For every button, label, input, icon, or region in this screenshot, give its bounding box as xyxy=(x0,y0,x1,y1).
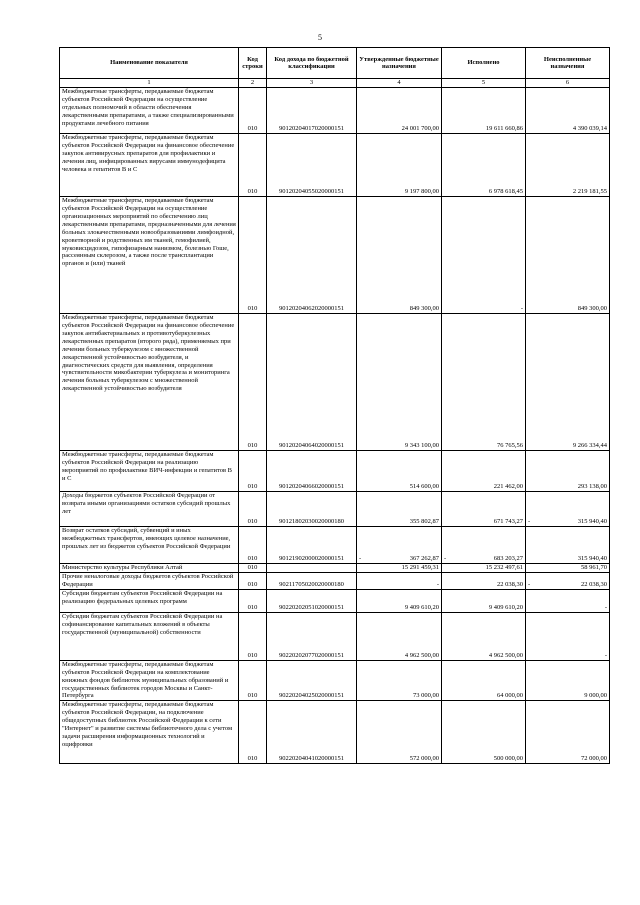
value: 2 219 181,55 xyxy=(572,188,607,196)
indicator-name: Межбюджетные трансферты, передаваемые бюджетам субъектов Российской Федерации на реализацию мероприятий по профилактике ВИЧ-инфекции и гепатитов В и С xyxy=(60,451,239,492)
unexecuted-amount xyxy=(526,589,610,612)
unexecuted-amount xyxy=(526,197,610,314)
negative-sign: - xyxy=(528,580,531,588)
header-executed: Исполнено xyxy=(442,48,526,79)
approved-amount xyxy=(357,492,442,527)
header-budget-class-code: Код дохода по бюджетной классификации xyxy=(267,48,357,79)
value: 367 262,87 xyxy=(409,555,439,563)
value: 4 962 500,00 xyxy=(404,651,439,659)
value: 9 266 334,44 xyxy=(572,442,607,450)
indicator-name: Министерство культуры Республики Алтай xyxy=(60,564,239,573)
approved-amount xyxy=(357,564,442,573)
column-number-row xyxy=(60,79,610,88)
unexecuted-amount xyxy=(526,572,610,589)
unexecuted-amount xyxy=(526,88,610,134)
approved-amount xyxy=(357,660,442,701)
value: 22 038,30 xyxy=(581,580,607,588)
approved-amount xyxy=(357,589,442,612)
budget-class-code: 90220202051020000151 xyxy=(267,589,357,612)
approved-amount xyxy=(357,527,442,564)
header-row xyxy=(60,48,610,79)
budget-class-code: 90120204017020000151 xyxy=(267,88,357,134)
column-number: 2 xyxy=(239,79,267,88)
indicator-name: Межбюджетные трансферты, передаваемые бюджетам субъектов Российской Федерации на финансовое обеспечение закупок антибактериальных и противотуберкулезных лекарственных препаратов (второго ряда), применяемых при лечении больных туберкулезом с множественной лекарственной устойчивостью возбудителя, и диагностических средств для выявления, определения чувствительности микобактерии туберкулеза и мониторинга лечения больных туберкулезом с множественной лекарственной устойчивостью возбудителя xyxy=(60,314,239,451)
line-code: 010 xyxy=(239,492,267,527)
line-code: 010 xyxy=(239,589,267,612)
report-table xyxy=(59,47,610,764)
line-code: 010 xyxy=(239,88,267,134)
indicator-name: Межбюджетные трансферты, передаваемые бюджетам субъектов Российской Федерации на осуществление организационных мероприятий по обеспечению лиц лекарственными препаратами, предназначенными для лечения больных злокачественными новообразованиями лимфоидной, кроветворной и родственных им тканей, гемофилией, муковисцидозом, гипофизарным нанизмом, болезнью Гоше, рассеянным склерозом, а также после трансплантации органов и (или) тканей xyxy=(60,197,239,314)
value: 315 940,40 xyxy=(577,555,607,563)
executed-amount xyxy=(442,492,526,527)
value: 671 743,27 xyxy=(493,518,523,526)
executed-amount xyxy=(442,589,526,612)
table-row xyxy=(60,589,610,612)
value: 572 000,00 xyxy=(409,755,439,763)
budget-class-code: 90120204062020000151 xyxy=(267,197,357,314)
value: 9 197 800,00 xyxy=(404,188,439,196)
column-number: 4 xyxy=(357,79,442,88)
negative-sign: - xyxy=(528,518,531,526)
executed-amount xyxy=(442,701,526,764)
line-code: 010 xyxy=(239,134,267,197)
header-indicator-name: Наименование показателя xyxy=(60,48,239,79)
table-row xyxy=(60,572,610,589)
executed-amount xyxy=(442,314,526,451)
line-code: 010 xyxy=(239,527,267,564)
unexecuted-amount xyxy=(526,314,610,451)
indicator-name: Возврат остатков субсидий, субвенций и иных межбюджетных трансфертов, имеющих целевое назначение, прошлых лет из бюджетов субъектов Российской Федерации xyxy=(60,527,239,564)
line-code: 010 xyxy=(239,572,267,589)
executed-amount xyxy=(442,527,526,564)
table-row xyxy=(60,451,610,492)
value: 76 765,56 xyxy=(497,442,523,450)
page-number: 5 xyxy=(318,33,322,42)
line-code: 010 xyxy=(239,564,267,573)
value: 4 390 039,14 xyxy=(572,125,607,133)
budget-class-code: 90220204041020000151 xyxy=(267,701,357,764)
table-row xyxy=(60,197,610,314)
value: 500 000,00 xyxy=(493,755,523,763)
negative-sign: - xyxy=(444,555,447,563)
approved-amount xyxy=(357,197,442,314)
negative-sign: - xyxy=(359,555,362,563)
table-row xyxy=(60,527,610,564)
report-rows xyxy=(60,88,610,764)
indicator-name: Межбюджетные трансферты, передаваемые бюджетам субъектов Российской Федерации на осуществление отдельных полномочий в области обеспечения лекарственными препаратами, а также специализированными продуктами лечебного питания xyxy=(60,88,239,134)
executed-amount xyxy=(442,134,526,197)
table-row xyxy=(60,492,610,527)
budget-class-code: 90120204064020000151 xyxy=(267,314,357,451)
unexecuted-amount xyxy=(526,527,610,564)
table-row xyxy=(60,564,610,573)
executed-amount xyxy=(442,88,526,134)
value: 6 978 618,45 xyxy=(488,188,523,196)
value: 64 000,00 xyxy=(497,692,523,700)
value: 683 203,27 xyxy=(493,555,523,563)
approved-amount xyxy=(357,88,442,134)
value: - xyxy=(520,305,523,313)
approved-amount xyxy=(357,134,442,197)
value: 19 611 660,86 xyxy=(485,125,523,133)
value: 9 409 610,20 xyxy=(488,603,523,611)
value: 72 000,00 xyxy=(581,755,607,763)
executed-amount xyxy=(442,660,526,701)
table-row xyxy=(60,88,610,134)
value: 9 000,00 xyxy=(584,692,607,700)
value: 355 802,87 xyxy=(409,518,439,526)
executed-amount xyxy=(442,564,526,573)
value: 15 232 497,61 xyxy=(485,564,523,571)
table-row xyxy=(60,314,610,451)
value: - xyxy=(436,580,439,588)
unexecuted-amount xyxy=(526,492,610,527)
value: 315 940,40 xyxy=(577,518,607,526)
unexecuted-amount xyxy=(526,660,610,701)
unexecuted-amount xyxy=(526,134,610,197)
budget-class-code: 90121802030020000180 xyxy=(267,492,357,527)
value: 58 961,70 xyxy=(581,564,607,571)
budget-class-code xyxy=(267,564,357,573)
unexecuted-amount xyxy=(526,701,610,764)
column-number: 1 xyxy=(60,79,239,88)
unexecuted-amount xyxy=(526,612,610,660)
value: 293 138,00 xyxy=(577,483,607,491)
value: 9 409 610,20 xyxy=(404,603,439,611)
value: 22 038,30 xyxy=(497,580,523,588)
budget-class-code: 90120204055020000151 xyxy=(267,134,357,197)
value: 849 300,00 xyxy=(409,305,439,313)
table-row xyxy=(60,134,610,197)
header-approved: Утвержденные бюджетные назначения xyxy=(357,48,442,79)
approved-amount xyxy=(357,701,442,764)
value: - xyxy=(604,603,607,611)
executed-amount xyxy=(442,451,526,492)
approved-amount xyxy=(357,451,442,492)
table-row xyxy=(60,660,610,701)
budget-class-code: 90220202077020000151 xyxy=(267,612,357,660)
value: 514 600,00 xyxy=(409,483,439,491)
column-number: 3 xyxy=(267,79,357,88)
table-row xyxy=(60,701,610,764)
value: 15 291 459,31 xyxy=(401,564,439,571)
header-unexecuted: Неисполненные назначения xyxy=(526,48,610,79)
budget-class-code: 90120204066020000151 xyxy=(267,451,357,492)
unexecuted-amount xyxy=(526,564,610,573)
indicator-name: Субсидии бюджетам субъектов Российской Федерации на софинансирование капитальных вложений в объекты государственной (муниципальной) собственности xyxy=(60,612,239,660)
indicator-name: Межбюджетные трансферты, передаваемые бюджетам субъектов Российской Федерации, на подключение общедоступных библиотек Российской Федерации к сети "Интернет" и развитие системы библиотечного дела с учетом задачи расширения информационных технологий и оцифровки xyxy=(60,701,239,764)
approved-amount xyxy=(357,572,442,589)
line-code: 010 xyxy=(239,660,267,701)
line-code: 010 xyxy=(239,197,267,314)
budget-class-code: 90211705020020000180 xyxy=(267,572,357,589)
executed-amount xyxy=(442,572,526,589)
line-code: 010 xyxy=(239,612,267,660)
budget-class-code: 90121902000020000151 xyxy=(267,527,357,564)
budget-class-code: 90220204025020000151 xyxy=(267,660,357,701)
header-line-code: Код строки xyxy=(239,48,267,79)
table-row xyxy=(60,612,610,660)
executed-amount xyxy=(442,197,526,314)
column-number: 5 xyxy=(442,79,526,88)
value: 221 462,00 xyxy=(493,483,523,491)
executed-amount xyxy=(442,612,526,660)
line-code: 010 xyxy=(239,451,267,492)
indicator-name: Субсидии бюджетам субъектов Российской Федерации на реализацию федеральных целевых программ xyxy=(60,589,239,612)
indicator-name: Межбюджетные трансферты, передаваемые бюджетам субъектов Российской Федерации на финансовое обеспечение закупок антивирусных препаратов для профилактики и лечения лиц, инфицированных вирусами иммунодефицита человека и гепатитов В и С xyxy=(60,134,239,197)
value: 849 300,00 xyxy=(577,305,607,313)
line-code: 010 xyxy=(239,314,267,451)
approved-amount xyxy=(357,314,442,451)
value: 24 001 700,00 xyxy=(401,125,439,133)
indicator-name: Доходы бюджетов субъектов Российской Федерации от возврата иными организациями остатков субсидий прошлых лет xyxy=(60,492,239,527)
line-code: 010 xyxy=(239,701,267,764)
indicator-name: Прочие неналоговые доходы бюджетов субъектов Российской Федерации xyxy=(60,572,239,589)
value: 4 962 500,00 xyxy=(488,651,523,659)
value: 9 343 100,00 xyxy=(404,442,439,450)
approved-amount xyxy=(357,612,442,660)
unexecuted-amount xyxy=(526,451,610,492)
value: - xyxy=(604,651,607,659)
indicator-name: Межбюджетные трансферты, передаваемые бюджетам субъектов Российской Федерации на комплектование книжных фондов библиотек муниципальных образований и государственных библиотек городов Москвы и Санкт-Петербурга xyxy=(60,660,239,701)
column-number: 6 xyxy=(526,79,610,88)
value: 73 000,00 xyxy=(413,692,439,700)
